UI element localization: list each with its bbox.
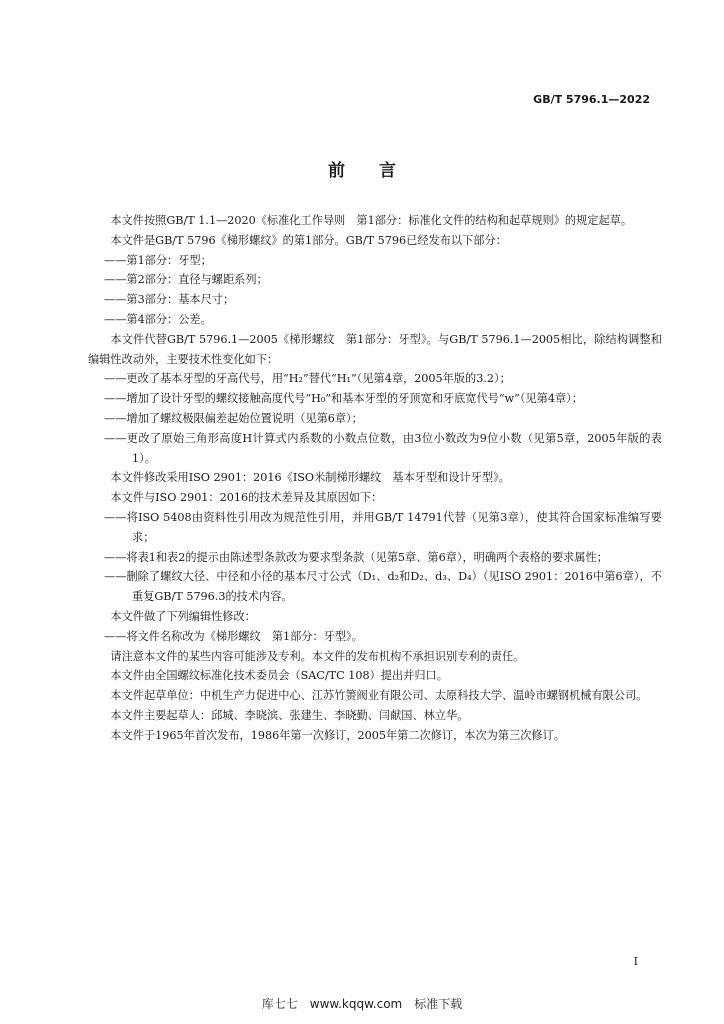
paragraph-committee: 本文件由全国螺纹标准化技术委员会（SAC/TC 108）提出并归口。: [110, 669, 448, 683]
paragraph-iso-adoption: 本文件修改采用ISO 2901：2016《ISO米制梯形螺纹 基本牙型和设计牙型》。: [110, 471, 510, 485]
paragraph-series-intro: 本文件是GB/T 5796《梯形螺纹》的第1部分。GB/T 5796已经发布以下部分：: [110, 233, 507, 247]
paragraph-replaces: 本文件代替GB/T 5796.1—2005《梯形螺纹 第1部分：牙型》。与GB/T 5796.1—2005相比，除结构调整和编辑性改动外，主要技术性变化如下：: [88, 332, 662, 366]
list-item-difference-1: ——将ISO 5408由资料性引用改为规范性引用，并用GB/T 14791代替（见第3章），使其符合国家标准编写要求；: [104, 510, 662, 544]
paragraph-differences: 本文件与ISO 2901：2016的技术差异及其原因如下：: [110, 491, 383, 505]
paragraph-drafters: 本文件主要起草人：邱城、李晓滨、张建生、李晓勤、闫献国、林立华。: [110, 708, 469, 722]
paragraph-drafting-rules: 本文件按照GB/T 1.1—2020《标准化工作导则 第1部分：标准化文件的结构和起草规则》的规定起草。: [110, 214, 633, 227]
foreword-body: [88, 211, 662, 746]
list-item-change-1: ——更改了基本牙型的牙高代号，用“H₂”替代“H₁”（见第4章，2005年版的3.2）；: [104, 372, 511, 386]
section-title: 前言: [328, 161, 430, 181]
list-item-part-1: ——第1部分：牙型；: [104, 253, 212, 267]
paragraph-patent-notice: 请注意本文件的某些内容可能涉及专利。本文件的发布机构不承担识别专利的责任。: [110, 649, 525, 663]
list-item-difference-3: ——删除了螺纹大径、中径和小径的基本尺寸公式（D₁、d₂和D₂、d₃、D₄）（见ISO 2901：2016中第6章），不重复GB/T 5796.3的技术内容。: [104, 570, 662, 604]
paragraph-drafting-units: 本文件起草单位：中机生产力促进中心、江苏竹箦阀业有限公司、太原科技大学、温岭市螺钢机械有限公司。: [110, 689, 648, 703]
paragraph-history: 本文件于1965年首次发布，1986年第一次修订，2005年第二次修订，本次为第三次修订。: [110, 728, 565, 742]
list-item-editorial-1: ——将文件名称改为《梯形螺纹 第1部分：牙型》。: [104, 629, 363, 643]
page-number: I: [633, 955, 638, 968]
list-item-change-4: ——更改了原始三角形高度H计算式内系数的小数点位数，由3位小数改为9位小数（见第5章，2005年版的表1）。: [104, 431, 662, 465]
list-item-part-3: ——第3部分：基本尺寸；: [104, 293, 235, 307]
standard-number: GB/T 5796.1—2022: [533, 93, 650, 106]
list-item-part-4: ——第4部分：公差。: [104, 312, 212, 326]
list-item-difference-2: ——将表1和表2的提示由陈述型条款改为要求型条款（见第5章、第6章），明确两个表格的要求属性；: [104, 550, 608, 564]
list-item-change-2: ——增加了设计牙型的螺纹接触高度代号“H₀”和基本牙型的牙顶宽和牙底宽代号“w”（见第4章）；: [104, 392, 583, 406]
list-item-change-3: ——增加了螺纹极限偏差起始位置说明（见第6章）；: [104, 411, 363, 425]
footer-watermark: 库七七 www.kqqw.com 标准下载: [261, 997, 463, 1011]
list-item-part-2: ——第2部分：直径与螺距系列；: [104, 273, 268, 287]
paragraph-editorial: 本文件做了下列编辑性修改：: [110, 609, 256, 623]
